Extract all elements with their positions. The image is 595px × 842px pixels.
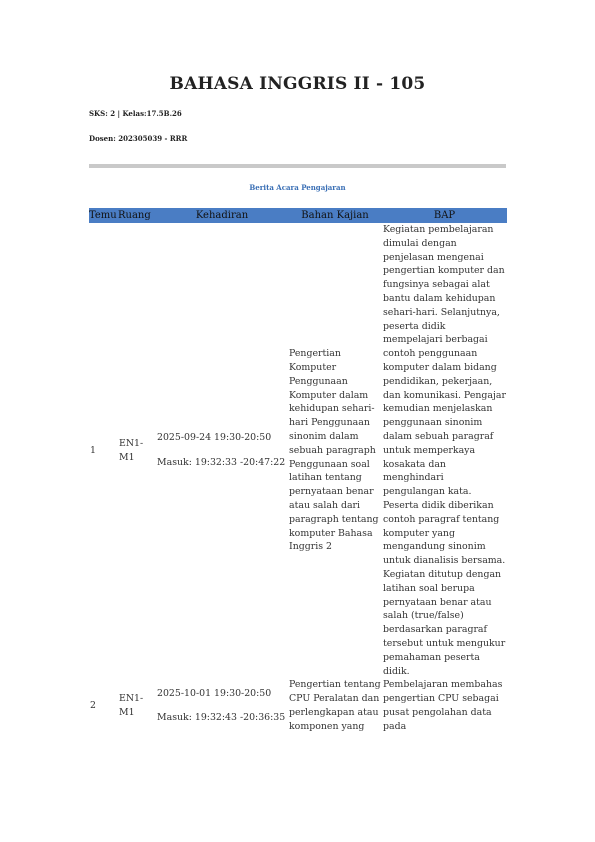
row-bap: Kegiatan pembelajaran dimulai dengan penjelasan mengenai pengertian komputer dan fungsinya sebagai alat bantu dalam kehidupan sehari-hari. Selanjutnya, peserta didik mempelajari berbagai contoh penggunaan komputer dalam bidang pendidikan, pekerjaan, dan komunikasi. Pengajar kemudian menjelaskan penggunaan sinonim dalam sebuah paragraf untuk memperkaya kosakata dan menghindari pengulangan kata. Peserta didik diberikan contoh paragraf tentang komputer yang mengandung sinonim untuk dianalisis bersama. Kegiatan ditutup dengan latihan soal berupa pernyataan benar atau salah (true/false) berdasarkan paragraf tersebut untuk mengukur pemahaman peserta didik. [383,224,506,677]
table-header-row [89,208,507,223]
row-kehadiran [156,678,288,733]
teaching-report-table [89,208,507,733]
section-subtitle: Berita Acara Pengajaran [249,183,346,192]
row-kehadiran [156,223,288,678]
sks-class-info: SKS: 2 | Kelas:17.5B.26 [89,109,182,118]
schedule-time: 2025-10-01 19:30-20:50 [157,687,272,699]
row-temu: 2 [90,699,96,711]
table-row [89,223,507,678]
row-bahan-kajian: Pengertian Komputer Penggunaan Komputer dalam kehidupan sehari-hari Penggunaan sinonim dalam sebuah paragraph Penggunaan soal latihan tentang pernyataan benar atau salah dari paragraph tentang komputer Bahasa Inggris 2 [289,348,379,553]
lecturer-info: Dosen: 202305039 - RRR [89,134,188,143]
table-row [89,678,507,733]
header-bahan-kajian: Bahan Kajian [288,208,382,223]
document-title: BAHASA INGGRIS II - 105 [169,74,426,94]
attendance-time: Masuk: 19:32:43 -20:36:35 [157,712,286,724]
header-kehadiran: Kehadiran [156,208,288,223]
row-temu: 1 [90,444,96,456]
header-temu: Temu [89,208,118,223]
attendance-time: Masuk: 19:32:33 -20:47:22 [157,457,286,469]
row-ruang: EN1-M1 [119,437,144,463]
header-ruang: Ruang [118,208,156,223]
row-bahan-kajian: Pengertian tentang CPU Peralatan dan perlengkapan atau komponen yang [289,679,381,732]
row-bap: Pembelajaran membahas pengertian CPU sebagai pusat pengolahan data pada [383,679,503,732]
divider [89,164,506,168]
schedule-time: 2025-09-24 19:30-20:50 [157,432,272,444]
row-ruang: EN1-M1 [119,693,144,718]
header-bap: BAP [382,208,507,223]
